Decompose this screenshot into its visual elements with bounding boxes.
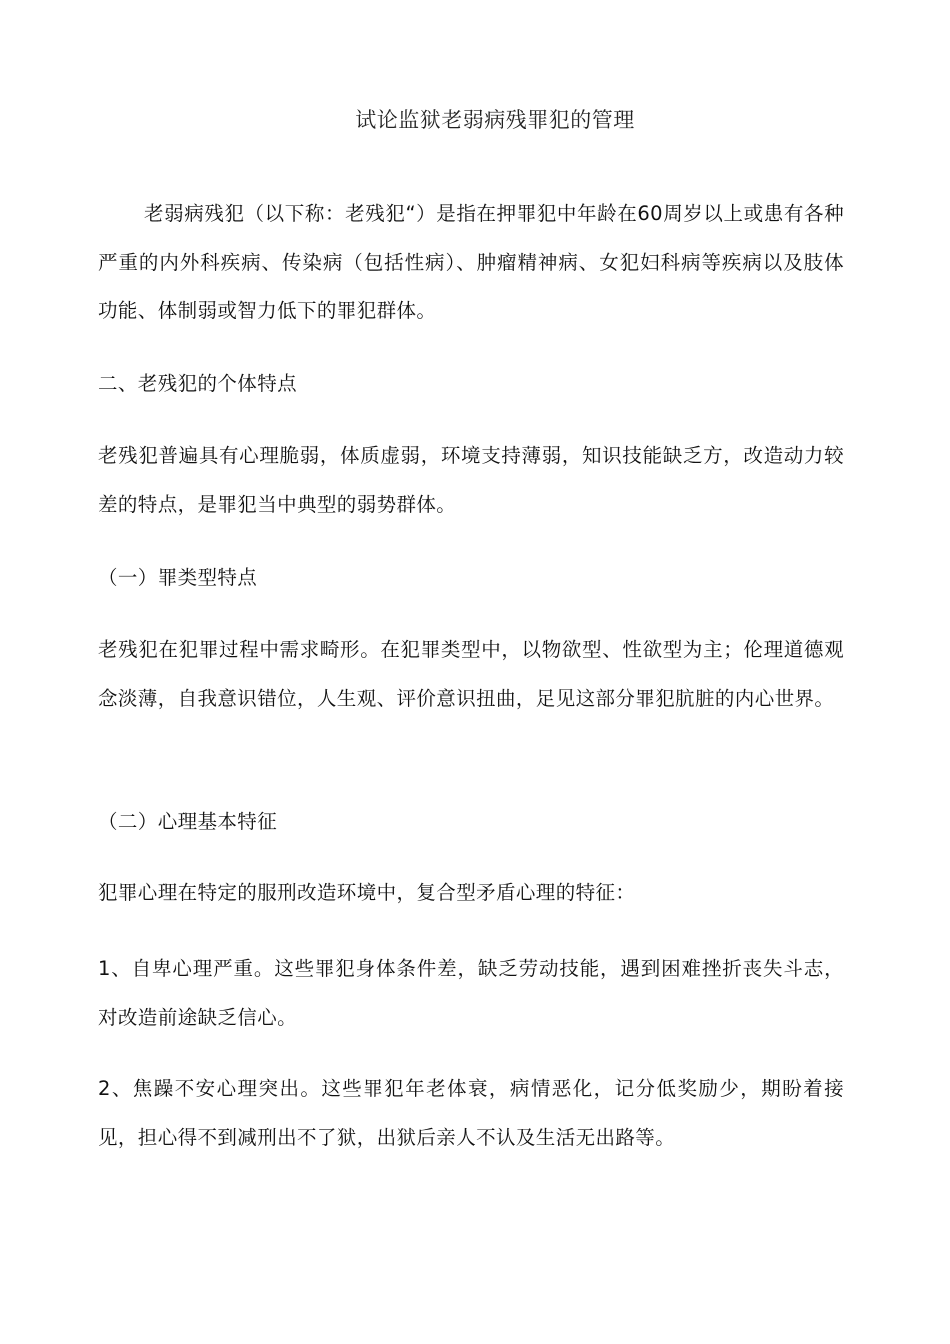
subsection1-paragraph: 老残犯在犯罪过程中需求畸形。在犯罪类型中，以物欲型、性欲型为主；伦理道德观念淡薄，自我意识错位，人生观、评价意识扭曲，足见这部分罪犯肮脏的内心世界。 bbox=[98, 638, 844, 710]
document-title: 试论监狱老弱病残罪犯的管理 bbox=[355, 108, 635, 132]
list-item-2: 2、焦躁不安心理突出。这些罪犯年老体衰，病情恶化，记分低奖励少，期盼着接见，担心得不到减刑出不了狱，出狱后亲人不认及生活无出路等。 bbox=[98, 1077, 844, 1149]
subsection2-paragraph: 犯罪心理在特定的服刑改造环境中，复合型矛盾心理的特征： bbox=[98, 881, 636, 904]
section-paragraph: 老残犯普遍具有心理脆弱，体质虚弱，环境支持薄弱，知识技能缺乏方，改造动力较差的特点，是罪犯当中典型的弱势群体。 bbox=[98, 444, 844, 516]
subsection1-heading: （一）罪类型特点 bbox=[98, 566, 258, 589]
list-item-1: 1、自卑心理严重。这些罪犯身体条件差，缺乏劳动技能，遇到困难挫折丧失斗志，对改造前途缺乏信心。 bbox=[98, 957, 844, 1029]
section-heading: 二、老残犯的个体特点 bbox=[98, 372, 298, 395]
subsection2-heading: （二）心理基本特征 bbox=[98, 810, 278, 833]
intro-paragraph: 老弱病残犯（以下称：老残犯“）是指在押罪犯中年龄在60周岁以上或患有各种严重的内外科疾病、传染病（包括性病）、肿瘤精神病、女犯妇科病等疾病以及肢体功能、体制弱或智力低下的罪犯群体。 bbox=[98, 202, 844, 322]
